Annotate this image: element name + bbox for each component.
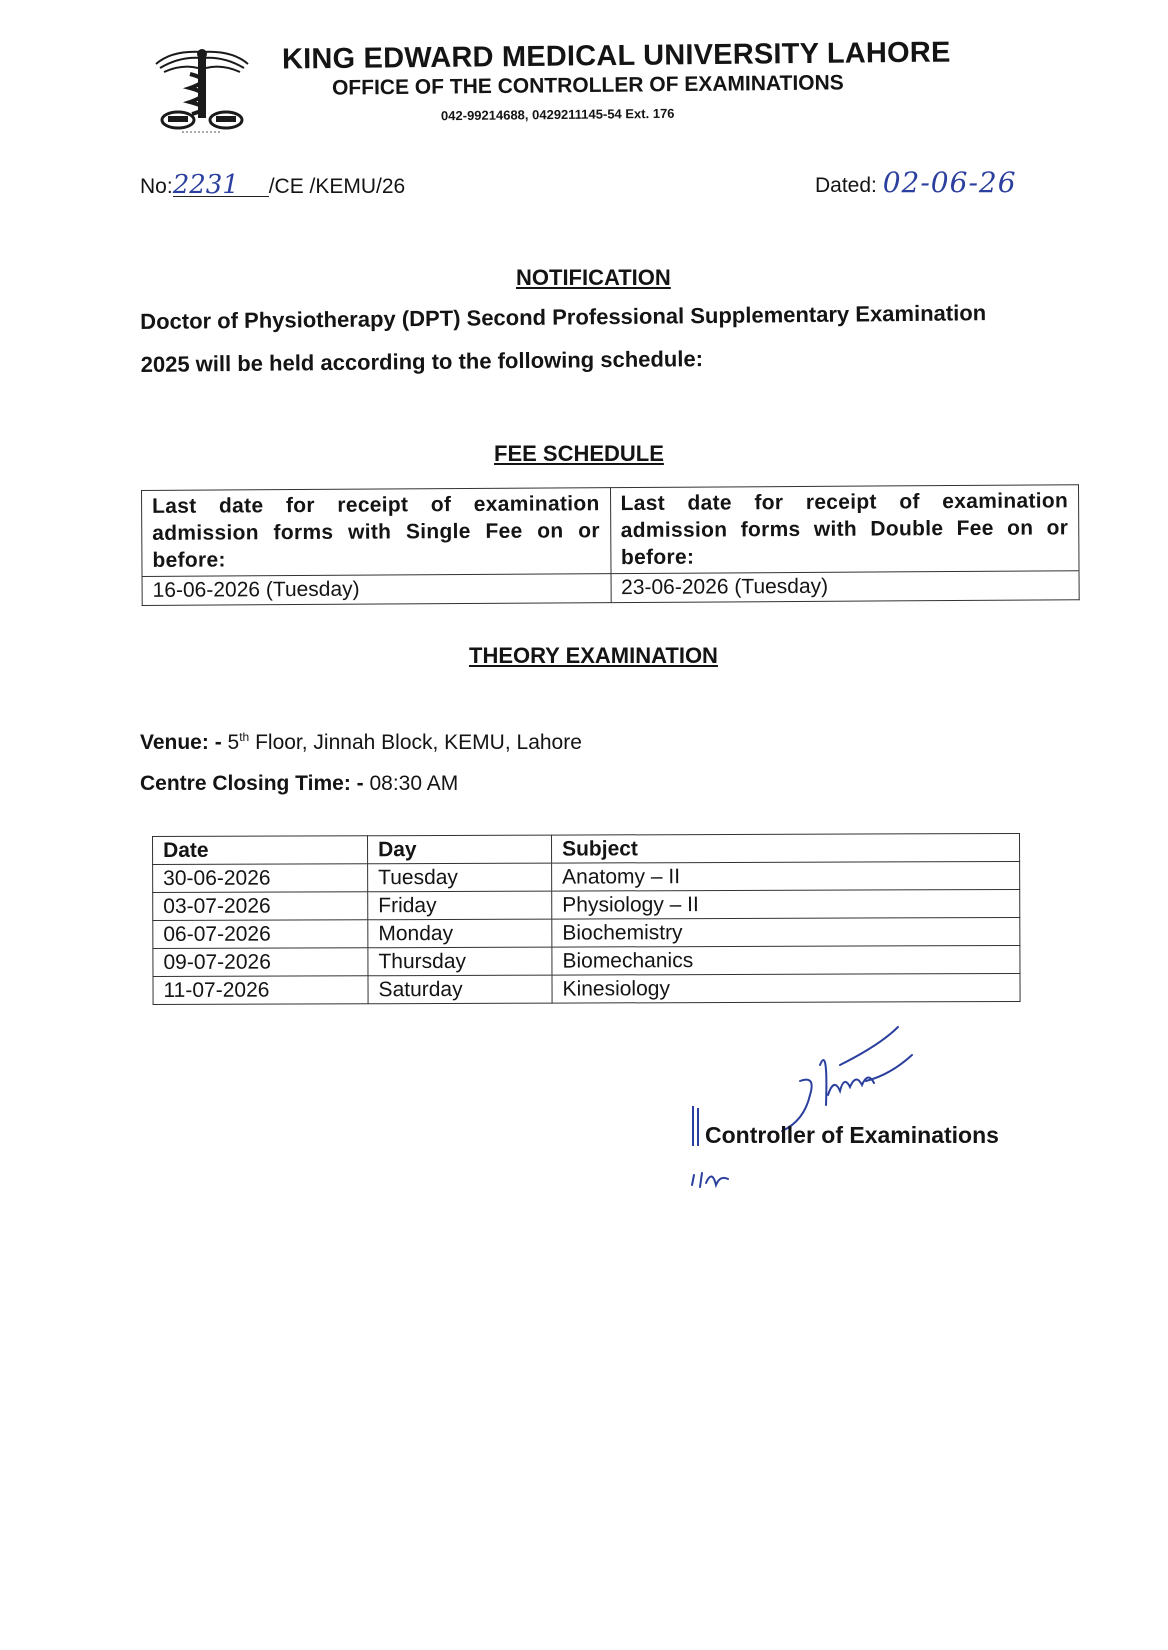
phone-numbers: 042-99214688, 0429211145-54 Ext. 176 [440, 105, 675, 124]
fee-value-row [142, 571, 1079, 606]
venue-label: Venue: - [140, 731, 222, 754]
venue-floor: 5 [227, 731, 240, 754]
double-fee-header: Last date for receipt of examination admission forms with Double Fee on or before: [610, 485, 1079, 574]
exam-subject: Anatomy – II [552, 861, 1020, 891]
office-name: OFFICE OF THE CONTROLLER OF EXAMINATIONS [331, 71, 844, 100]
signature-stroke-icon [690, 1104, 704, 1148]
closing-time-line [140, 772, 458, 796]
signature-scribble-icon [770, 1025, 930, 1135]
table-row [153, 945, 1020, 976]
single-fee-date: 16-06-2026 (Tuesday) [142, 574, 611, 606]
exam-date: 09-07-2026 [153, 948, 368, 977]
dated-value-handwritten: 02-06-26 [882, 166, 1017, 199]
reference-prefix: No: [140, 175, 173, 198]
exam-date: 11-07-2026 [153, 976, 368, 1005]
exam-subject: Physiology – II [552, 889, 1020, 919]
dated-line [815, 166, 1017, 199]
exam-subject: Biomechanics [552, 945, 1020, 975]
column-header-day: Day [368, 835, 552, 864]
venue-line [140, 730, 582, 755]
initials-scribble-icon [688, 1165, 738, 1195]
university-name: KING EDWARD MEDICAL UNIVERSITY LAHORE [281, 36, 951, 76]
exam-date: 06-07-2026 [153, 920, 368, 949]
fee-schedule-table [141, 484, 1080, 606]
venue-floor-suffix: th [239, 730, 250, 744]
column-header-date: Date [153, 836, 368, 865]
exam-schedule-table [152, 833, 1021, 1005]
double-fee-date: 23-06-2026 (Tuesday) [611, 571, 1080, 603]
closing-time-value: 08:30 AM [369, 772, 459, 795]
closing-time-label: Centre Closing Time: - [140, 772, 364, 795]
theory-exam-heading: THEORY EXAMINATION [469, 643, 718, 668]
notification-heading: NOTIFICATION [516, 265, 671, 290]
exam-subject: Biochemistry [552, 917, 1020, 947]
exam-day: Friday [368, 891, 552, 920]
exam-date: 03-07-2026 [153, 892, 368, 921]
single-fee-header: Last date for receipt of examination admission forms with Single Fee on or before: [142, 488, 611, 577]
reference-number-line [140, 170, 406, 200]
notification-body: Doctor of Physiotherapy (DPT) Second Professional Supplementary Examination 2025 will be held according to the following schedule: [140, 300, 987, 377]
table-row [153, 861, 1020, 892]
exam-day: Thursday [368, 947, 552, 976]
fee-header-row [142, 485, 1080, 577]
schedule-header-row [153, 833, 1020, 864]
reference-suffix: /CE /KEMU/26 [268, 175, 406, 198]
table-row [153, 973, 1020, 1004]
table-row [153, 889, 1020, 920]
exam-day: Tuesday [368, 863, 552, 892]
venue-place: Floor, Jinnah Block, KEMU, Lahore [255, 731, 582, 754]
signatory-title: Controller of Examinations [705, 1122, 999, 1148]
exam-subject: Kinesiology [552, 973, 1020, 1003]
table-row [153, 917, 1020, 948]
reference-number-handwritten: 2231 [173, 174, 269, 197]
exam-day: Monday [368, 919, 552, 948]
exam-date: 30-06-2026 [153, 864, 368, 893]
university-logo-icon [152, 46, 252, 134]
column-header-subject: Subject [551, 833, 1019, 863]
exam-day: Saturday [368, 975, 552, 1004]
fee-schedule-heading: FEE SCHEDULE [494, 441, 664, 466]
dated-label: Dated: [815, 174, 877, 197]
